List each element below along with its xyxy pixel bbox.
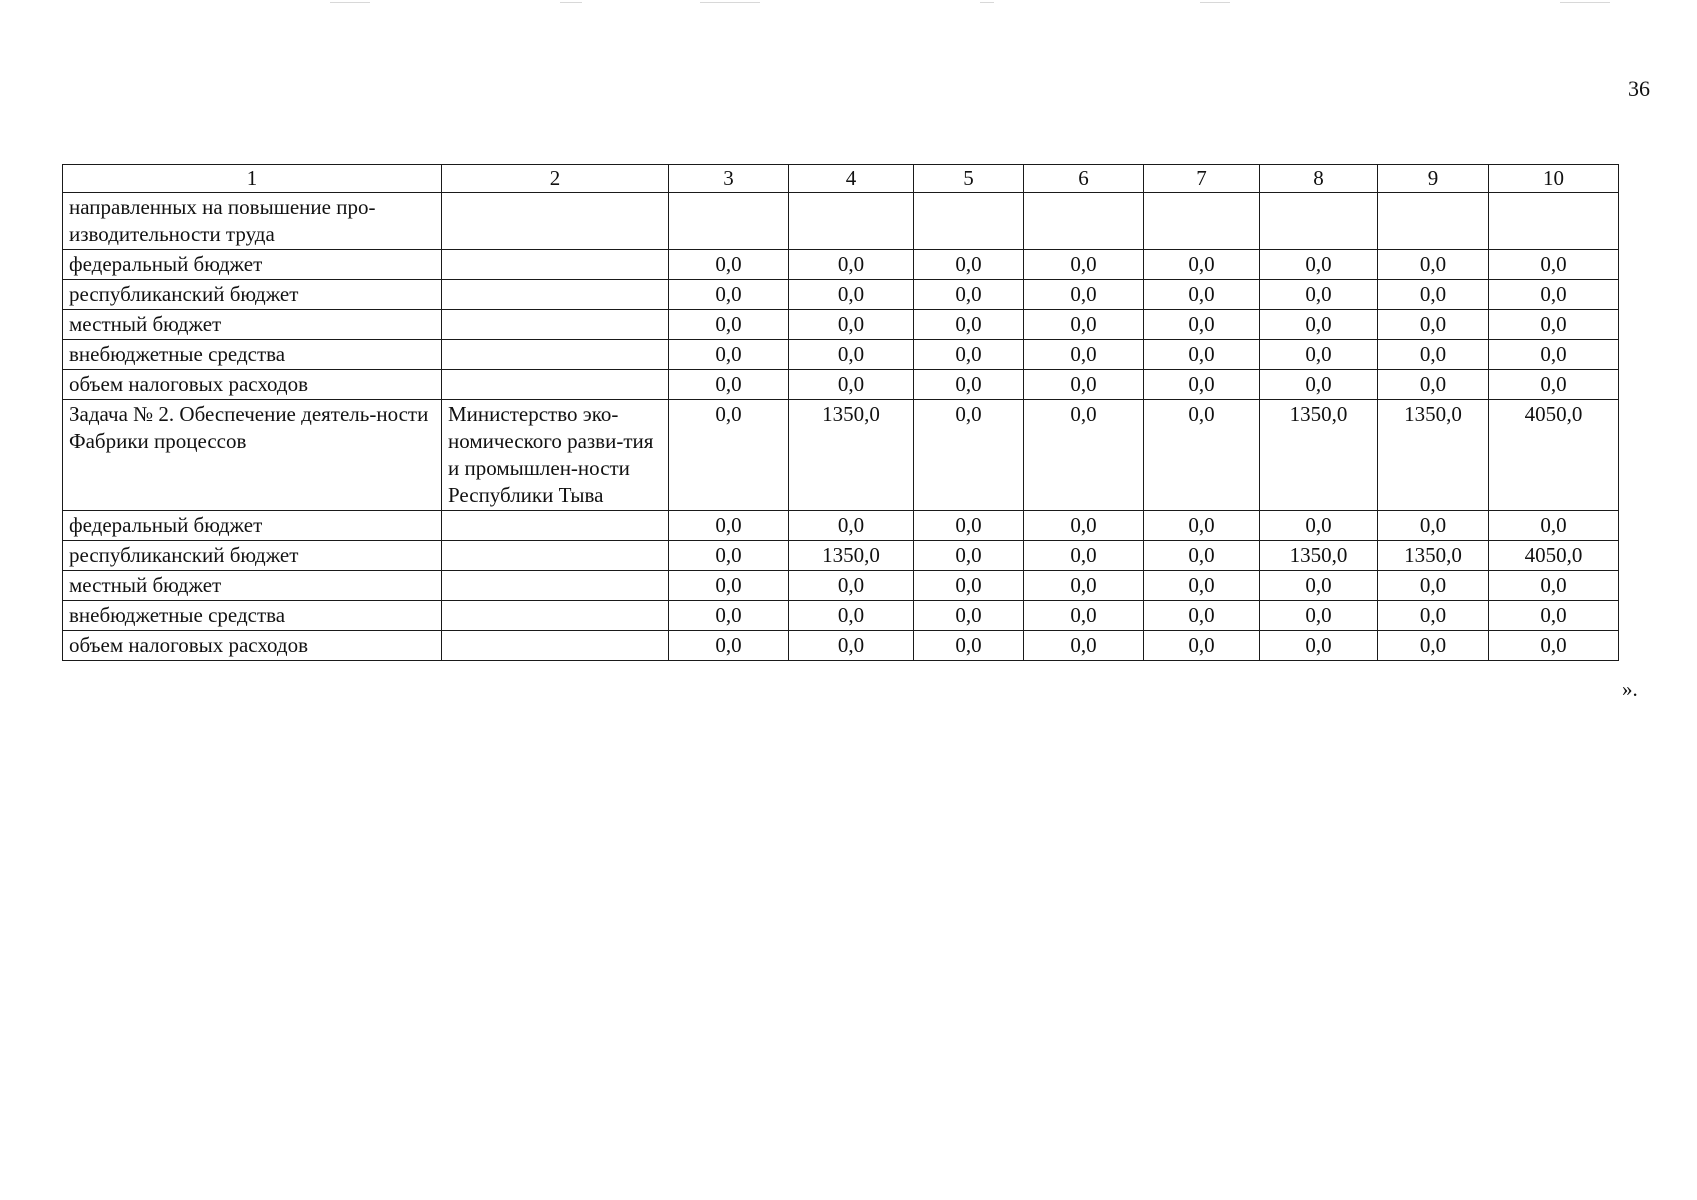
value-cell: 0,0 — [914, 400, 1024, 511]
value-cell: 0,0 — [1489, 250, 1619, 280]
value-cell: 0,0 — [1260, 280, 1378, 310]
value-cell: 0,0 — [789, 571, 914, 601]
value-cell: 0,0 — [914, 340, 1024, 370]
value-cell: 0,0 — [789, 631, 914, 661]
column-header: 3 — [669, 165, 789, 193]
value-cell: 0,0 — [914, 370, 1024, 400]
column-header: 10 — [1489, 165, 1619, 193]
value-cell: 0,0 — [669, 340, 789, 370]
value-cell: 1350,0 — [1378, 541, 1489, 571]
value-cell: 0,0 — [914, 601, 1024, 631]
table-row — [63, 370, 1619, 400]
value-cell: 0,0 — [1144, 511, 1260, 541]
value-cell: 0,0 — [1024, 280, 1144, 310]
value-cell: 0,0 — [1489, 511, 1619, 541]
value-cell: 0,0 — [789, 310, 914, 340]
table-row — [63, 400, 1619, 511]
scan-noise — [0, 0, 1697, 8]
table-row — [63, 631, 1619, 661]
value-cell: 0,0 — [1489, 631, 1619, 661]
table-row — [63, 340, 1619, 370]
value-cell: 0,0 — [1024, 601, 1144, 631]
row-name-cell: местный бюджет — [63, 571, 442, 601]
value-cell: 0,0 — [669, 631, 789, 661]
executor-cell — [442, 310, 669, 340]
value-cell: 0,0 — [914, 571, 1024, 601]
executor-cell: Министерство эко-номического разви-тия и промышлен-ности Республики Тыва — [442, 400, 669, 511]
value-cell: 0,0 — [1260, 511, 1378, 541]
value-cell: 0,0 — [1260, 340, 1378, 370]
value-cell: 0,0 — [1024, 340, 1144, 370]
value-cell: 0,0 — [669, 541, 789, 571]
executor-cell — [442, 511, 669, 541]
value-cell: 0,0 — [914, 310, 1024, 340]
value-cell — [789, 193, 914, 250]
executor-cell — [442, 340, 669, 370]
row-name-cell: федеральный бюджет — [63, 250, 442, 280]
value-cell: 0,0 — [669, 400, 789, 511]
column-header: 5 — [914, 165, 1024, 193]
executor-cell — [442, 541, 669, 571]
value-cell: 0,0 — [1378, 280, 1489, 310]
closing-quote-mark: ». — [1622, 677, 1638, 701]
table-row — [63, 601, 1619, 631]
row-name-cell: внебюджетные средства — [63, 340, 442, 370]
value-cell: 1350,0 — [789, 400, 914, 511]
column-header: 7 — [1144, 165, 1260, 193]
table-row — [63, 280, 1619, 310]
row-name-cell: республиканский бюджет — [63, 280, 442, 310]
executor-cell — [442, 631, 669, 661]
column-header: 1 — [63, 165, 442, 193]
executor-cell — [442, 250, 669, 280]
executor-cell — [442, 370, 669, 400]
value-cell: 0,0 — [1378, 601, 1489, 631]
value-cell — [669, 193, 789, 250]
value-cell: 0,0 — [1144, 631, 1260, 661]
row-name-cell: объем налоговых расходов — [63, 631, 442, 661]
value-cell: 0,0 — [789, 601, 914, 631]
value-cell: 0,0 — [1378, 250, 1489, 280]
value-cell: 0,0 — [789, 250, 914, 280]
row-name-cell: местный бюджет — [63, 310, 442, 340]
value-cell — [1024, 193, 1144, 250]
row-name-cell: объем налоговых расходов — [63, 370, 442, 400]
column-header: 4 — [789, 165, 914, 193]
value-cell: 0,0 — [1024, 370, 1144, 400]
value-cell: 0,0 — [1489, 601, 1619, 631]
value-cell: 0,0 — [789, 370, 914, 400]
column-header: 6 — [1024, 165, 1144, 193]
table-row — [63, 250, 1619, 280]
row-name-cell: федеральный бюджет — [63, 511, 442, 541]
value-cell: 0,0 — [1144, 601, 1260, 631]
column-header: 8 — [1260, 165, 1378, 193]
table-body — [63, 165, 1619, 661]
value-cell — [1260, 193, 1378, 250]
budget-table — [62, 164, 1619, 661]
table-row — [63, 310, 1619, 340]
value-cell: 0,0 — [914, 511, 1024, 541]
value-cell: 0,0 — [1489, 340, 1619, 370]
value-cell: 0,0 — [669, 280, 789, 310]
value-cell: 0,0 — [1024, 631, 1144, 661]
row-name-cell: Задача № 2. Обеспечение деятель-ности Фабрики процессов — [63, 400, 442, 511]
value-cell: 0,0 — [669, 571, 789, 601]
executor-cell — [442, 571, 669, 601]
value-cell: 4050,0 — [1489, 541, 1619, 571]
value-cell: 0,0 — [669, 250, 789, 280]
value-cell: 1350,0 — [789, 541, 914, 571]
value-cell: 0,0 — [1489, 310, 1619, 340]
value-cell: 0,0 — [914, 250, 1024, 280]
value-cell: 0,0 — [789, 280, 914, 310]
value-cell: 0,0 — [1378, 631, 1489, 661]
value-cell: 0,0 — [1144, 571, 1260, 601]
row-name-cell: республиканский бюджет — [63, 541, 442, 571]
value-cell: 0,0 — [669, 310, 789, 340]
value-cell: 4050,0 — [1489, 400, 1619, 511]
row-name-cell: направленных на повышение про-изводительности труда — [63, 193, 442, 250]
executor-cell — [442, 193, 669, 250]
table-row — [63, 571, 1619, 601]
value-cell: 0,0 — [1378, 571, 1489, 601]
executor-cell — [442, 601, 669, 631]
value-cell: 0,0 — [789, 340, 914, 370]
value-cell: 0,0 — [1024, 250, 1144, 280]
value-cell: 0,0 — [1489, 280, 1619, 310]
value-cell: 0,0 — [1144, 370, 1260, 400]
table-row — [63, 193, 1619, 250]
executor-cell — [442, 280, 669, 310]
value-cell — [1489, 193, 1619, 250]
value-cell: 0,0 — [1260, 310, 1378, 340]
value-cell: 1350,0 — [1260, 541, 1378, 571]
value-cell — [1378, 193, 1489, 250]
value-cell: 0,0 — [1024, 571, 1144, 601]
value-cell: 0,0 — [1144, 340, 1260, 370]
value-cell — [1144, 193, 1260, 250]
value-cell: 0,0 — [1260, 631, 1378, 661]
value-cell: 0,0 — [914, 541, 1024, 571]
value-cell: 1350,0 — [1378, 400, 1489, 511]
value-cell: 0,0 — [1144, 280, 1260, 310]
value-cell: 0,0 — [1260, 601, 1378, 631]
value-cell: 0,0 — [1144, 541, 1260, 571]
value-cell: 1350,0 — [1260, 400, 1378, 511]
value-cell: 0,0 — [1260, 250, 1378, 280]
value-cell: 0,0 — [1024, 310, 1144, 340]
table-row — [63, 511, 1619, 541]
value-cell: 0,0 — [1024, 400, 1144, 511]
column-header: 9 — [1378, 165, 1489, 193]
value-cell: 0,0 — [1378, 310, 1489, 340]
value-cell: 0,0 — [1260, 571, 1378, 601]
value-cell: 0,0 — [1260, 370, 1378, 400]
value-cell: 0,0 — [1378, 511, 1489, 541]
value-cell: 0,0 — [669, 511, 789, 541]
value-cell: 0,0 — [1489, 571, 1619, 601]
value-cell: 0,0 — [1024, 511, 1144, 541]
column-number-row — [63, 165, 1619, 193]
value-cell: 0,0 — [914, 280, 1024, 310]
page-number: 36 — [1628, 76, 1650, 101]
value-cell: 0,0 — [1024, 541, 1144, 571]
value-cell: 0,0 — [1144, 310, 1260, 340]
value-cell — [914, 193, 1024, 250]
value-cell: 0,0 — [789, 511, 914, 541]
value-cell: 0,0 — [1144, 400, 1260, 511]
column-header: 2 — [442, 165, 669, 193]
row-name-cell: внебюджетные средства — [63, 601, 442, 631]
table-row — [63, 541, 1619, 571]
value-cell: 0,0 — [1489, 370, 1619, 400]
value-cell: 0,0 — [1378, 370, 1489, 400]
value-cell: 0,0 — [669, 601, 789, 631]
value-cell: 0,0 — [669, 370, 789, 400]
value-cell: 0,0 — [1144, 250, 1260, 280]
value-cell: 0,0 — [1378, 340, 1489, 370]
value-cell: 0,0 — [914, 631, 1024, 661]
